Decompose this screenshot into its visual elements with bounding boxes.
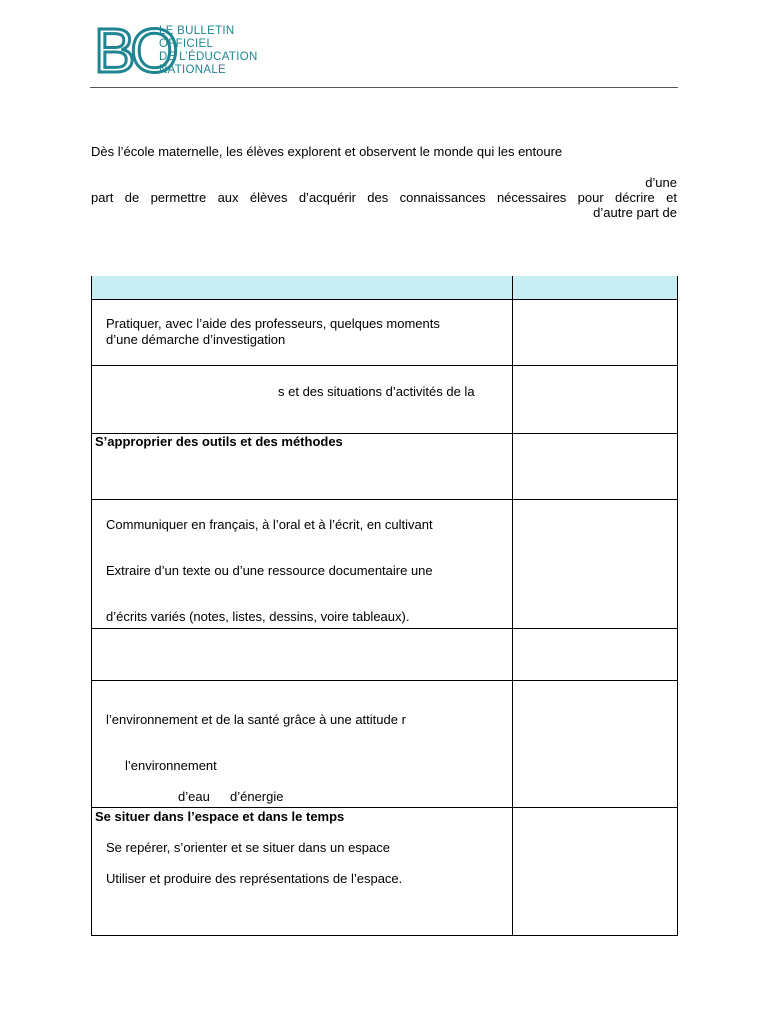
table-column-divider (512, 276, 513, 936)
logo-line-1: LE BULLETIN (159, 25, 235, 37)
intro-line-2: d’une (645, 175, 677, 190)
logo-line-2: OFFICIEL (159, 38, 214, 50)
table-cell-text: Utiliser et produire des représentations de l’espace. (106, 871, 403, 886)
logo-line-4: NATIONALE (159, 64, 227, 76)
logo-line-3: DE L’ÉDUCATION (159, 51, 258, 63)
table-row-divider (91, 807, 678, 808)
logo-wordmark (159, 25, 299, 77)
intro-line-1: Dès l’école maternelle, les élèves explorent et observent le monde qui les entoure (91, 144, 563, 159)
table-row-divider (91, 299, 678, 300)
table-row-divider (91, 365, 678, 366)
header-divider (90, 87, 678, 88)
table-border-bottom (91, 935, 678, 936)
intro-line-4: d’autre part de (593, 205, 677, 220)
table-cell-text: l’environnement et de la santé grâce à une attitude r (106, 712, 406, 727)
table-row-divider (91, 499, 678, 500)
table-cell-text: s et des situations d’activités de la (278, 384, 475, 399)
table-border-left (91, 276, 92, 936)
intro-line-3: part de permettre aux élèves d’acquérir des connaissances nécessaires pour décrire et (91, 190, 677, 205)
table-cell-text: l’environnement (125, 758, 217, 773)
table-cell-text: d’une démarche d’investigation (106, 332, 286, 347)
section-heading: Se situer dans l’espace et dans le temps (95, 809, 345, 824)
table-border-right (677, 276, 678, 936)
logo-mark: BO (94, 17, 174, 86)
table-row-divider (91, 680, 678, 681)
table-cell-text: Communiquer en français, à l’oral et à l’écrit, en cultivant (106, 517, 433, 532)
table-cell-text: Extraire d’un texte ou d’une ressource documentaire une (106, 563, 433, 578)
table-cell-text: Pratiquer, avec l’aide des professeurs, quelques moments (106, 316, 440, 331)
section-heading: S’approprier des outils et des méthodes (95, 434, 343, 449)
table-cell-text: d’écrits variés (notes, listes, dessins, voire tableaux). (106, 609, 410, 624)
table-cell-text: Se repérer, s’orienter et se situer dans un espace (106, 840, 390, 855)
table-row-divider (91, 628, 678, 629)
table-cell-text: d’énergie (230, 789, 284, 804)
table-cell-text: d’eau (178, 789, 210, 804)
table-header-row (92, 276, 677, 299)
